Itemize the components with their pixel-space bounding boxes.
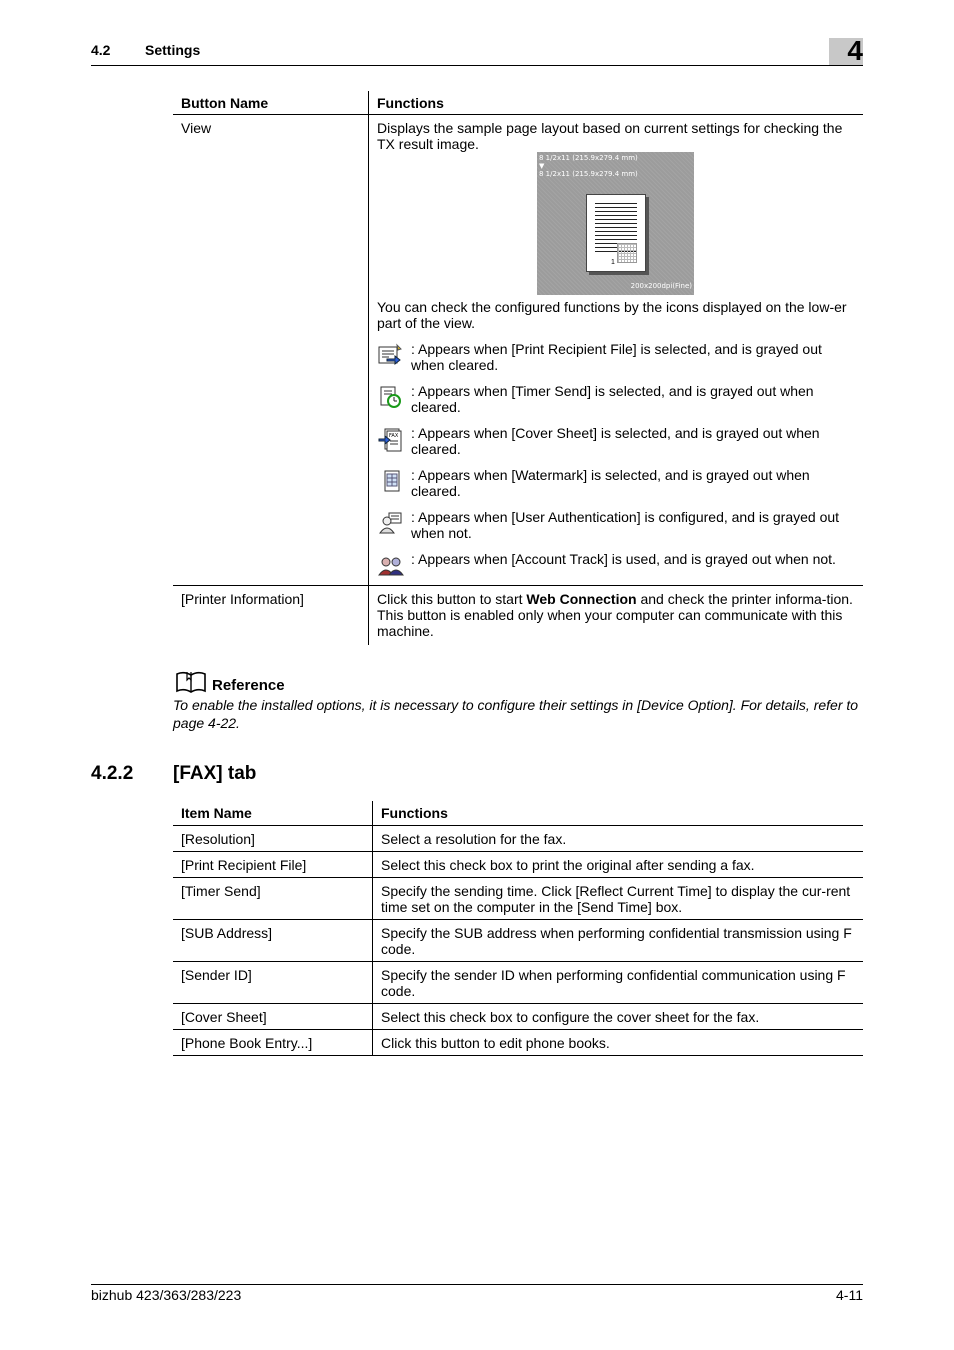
button-table-header — [173, 91, 863, 115]
item-function: Select this check box to configure the cover sheet for the fax. — [373, 1004, 864, 1030]
header-section-number: 4.2 — [91, 42, 111, 58]
button-name-printer-information: [Printer Information] — [173, 586, 369, 646]
item-name: [Timer Send] — [173, 878, 373, 920]
sample-page-preview — [537, 152, 694, 295]
table-row — [173, 878, 863, 920]
item-function: Specify the sending time. Click [Reflect Current Time] to display the cur-rent time set on the computer in the [Send Time] box. — [373, 878, 864, 920]
item-function: Specify the SUB address when performing confidential transmission using F code. — [373, 920, 864, 962]
column-header-functions: Functions — [369, 91, 864, 115]
icon-row-account-track — [377, 551, 855, 579]
icon-text-watermark: : Appears when [Watermark] is selected, and is grayed out when cleared. — [411, 467, 810, 499]
printer-info-text-after: and check the printer informa-tion. This button is enabled only when your computer can communicate with this machine. — [377, 591, 853, 639]
icon-text-user-authentication: : Appears when [User Authentication] is configured, and is grayed out when not. — [411, 509, 840, 541]
printer-information-functions — [369, 586, 864, 646]
icon-text-print-recipient-file: : Appears when [Print Recipient File] is selected, and is grayed out when cleared. — [411, 341, 822, 373]
footer-rule — [91, 1284, 863, 1285]
preview-resolution: 200x200dpi(Fine) — [630, 282, 692, 290]
fax-table-header — [173, 801, 863, 826]
table-row-printer-information — [173, 586, 863, 646]
table-row — [173, 1004, 863, 1030]
cover-sheet-icon — [377, 425, 411, 457]
header-rule — [91, 65, 863, 66]
view-functions — [369, 115, 864, 586]
preview-arrow-icon: ▼ — [539, 162, 545, 170]
fax-table — [173, 801, 863, 1056]
table-row — [173, 852, 863, 878]
icon-row-cover-sheet — [377, 425, 855, 457]
watermark-icon — [377, 467, 411, 499]
icon-row-timer-send — [377, 383, 855, 415]
icon-row-user-authentication — [377, 509, 855, 541]
preview-paper-size-original: 8 1/2x11 (215.9x279.4 mm) — [539, 154, 638, 162]
item-function: Specify the sender ID when performing confidential communication using F code. — [373, 962, 864, 1004]
user-authentication-icon — [377, 509, 411, 541]
section-number: 4.2.2 — [91, 763, 134, 784]
chapter-number: 4 — [847, 35, 863, 66]
item-name: [Phone Book Entry...] — [173, 1030, 373, 1056]
table-row-view — [173, 115, 863, 586]
timer-send-icon — [377, 383, 411, 415]
print-recipient-file-icon — [377, 341, 411, 373]
footer-model: bizhub 423/363/283/223 — [91, 1287, 242, 1303]
reference-text: To enable the installed options, it is necessary to configure their settings in [Device Option]. For details, refer to page 4-22. — [173, 697, 859, 731]
header-section-title: Settings — [145, 42, 201, 58]
button-table — [173, 91, 863, 645]
footer-page-number: 4-11 — [836, 1287, 863, 1303]
svg-text:FAX: FAX — [389, 433, 399, 439]
table-row — [173, 920, 863, 962]
button-name-view: View — [173, 115, 369, 586]
column-header-button-name: Button Name — [173, 91, 369, 115]
item-function: Select a resolution for the fax. — [373, 826, 864, 852]
icon-text-cover-sheet: : Appears when [Cover Sheet] is selected, and is grayed out when cleared. — [411, 425, 820, 457]
table-row — [173, 1030, 863, 1056]
icon-row-watermark — [377, 467, 855, 499]
table-row — [173, 826, 863, 852]
printer-info-text-before: Click this button to start — [377, 591, 527, 607]
section-title: [FAX] tab — [173, 763, 257, 784]
web-connection-label: Web Connection — [526, 591, 637, 607]
item-function: Select this check box to print the original after sending a fax. — [373, 852, 864, 878]
reference-title: Reference — [212, 677, 285, 694]
preview-page-number: 1 — [611, 259, 615, 266]
view-description: Displays the sample page layout based on current settings for checking the TX result image. — [377, 120, 843, 152]
column-header-item-name: Item Name — [173, 801, 373, 826]
table-row — [173, 962, 863, 1004]
item-name: [Sender ID] — [173, 962, 373, 1004]
icon-text-timer-send: : Appears when [Timer Send] is selected, and is grayed out when cleared. — [411, 383, 814, 415]
book-icon — [175, 670, 207, 697]
icon-text-account-track: : Appears when [Account Track] is used, and is grayed out when not. — [411, 551, 836, 567]
item-name: [Cover Sheet] — [173, 1004, 373, 1030]
item-name: [Resolution] — [173, 826, 373, 852]
icons-intro: You can check the configured functions by the icons displayed on the low-er part of the view. — [377, 299, 847, 331]
icon-row-print-recipient-file — [377, 341, 855, 373]
item-name: [Print Recipient File] — [173, 852, 373, 878]
preview-paper-size-output: 8 1/2x11 (215.9x279.4 mm) — [539, 170, 638, 178]
column-header-functions: Functions — [373, 801, 864, 826]
item-name: [SUB Address] — [173, 920, 373, 962]
preview-page — [586, 194, 646, 272]
preview-watermark-icon — [617, 243, 637, 263]
item-function: Click this button to edit phone books. — [373, 1030, 864, 1056]
account-track-icon — [377, 551, 411, 579]
